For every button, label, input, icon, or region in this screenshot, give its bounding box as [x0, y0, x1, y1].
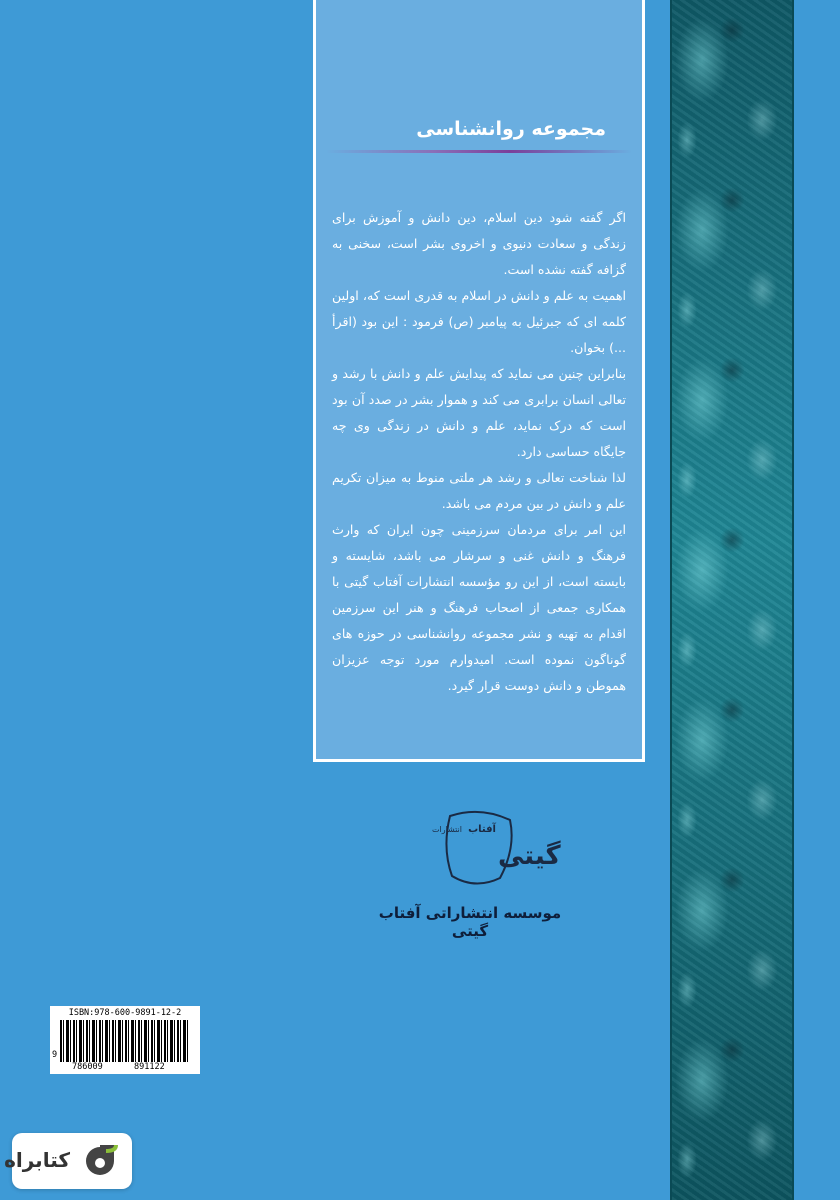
paisley-pattern-stripe — [670, 0, 794, 1200]
watermark-text: کتابراه — [4, 1148, 70, 1172]
publisher-logo — [431, 808, 561, 888]
barcode-bars — [60, 1020, 190, 1062]
logo-line2: گیتی — [498, 841, 561, 871]
ketabrah-watermark[interactable] — [4, 1133, 132, 1189]
isbn-barcode — [50, 1006, 200, 1074]
description-text — [332, 205, 626, 699]
barcode-lead-digit: 9 — [52, 1050, 58, 1060]
description-panel — [313, 0, 645, 762]
barcode-right-digits: 891122 — [134, 1062, 165, 1072]
publisher-name: موسسه انتشاراتی آفتاب گیتی — [378, 904, 562, 940]
isbn-label: ISBN:978-600-9891-12-2 — [68, 1008, 182, 1018]
paragraph-5: این امر برای مردمان سرزمینی چون ایران که وارث فرهنگ و دانش غنی و سرشار می باشد، شایسته و بایسته است، از این رو مؤسسه انتشارات آفتاب گیتی با همکاری جمعی از اصحاب فرهنگ و هنر این سرزمین اقدام به تهیه و نشر مجموعه روانشناسی در حوزه های گوناگون نموده است. امیدوارم مورد توجه عزیزان هموطن و دانش دوست قرار گیرد. — [332, 522, 626, 693]
logo-small-text: انتشارات — [431, 825, 462, 834]
paragraph-2: اهمیت به علم و دانش در اسلام به قدری است که، اولین کلمه ای که جبرئیل به پیامبر (ص) فرمود : این بود (اقرأ ...) بخوان. — [332, 288, 626, 355]
barcode-left-digits: 786009 — [72, 1062, 103, 1072]
ketabrah-logo-icon — [82, 1143, 118, 1179]
series-title: مجموعه روانشناسی — [416, 118, 606, 140]
title-divider — [326, 150, 632, 153]
paragraph-1: اگر گفته شود دین اسلام، دین دانش و آموزش برای زندگی و سعادت دنیوی و اخروی بشر است، سخنی به گزافه گفته نشده است. — [332, 210, 626, 277]
logo-line1: آفتاب — [468, 824, 496, 835]
paragraph-4: لذا شناخت تعالی و رشد هر ملتی منوط به میزان تکریم علم و دانش در بین مردم می باشد. — [332, 470, 626, 511]
paragraph-3: بنابراین چنین می نماید که پیدایش علم و دانش با رشد و تعالی انسان برابری می کند و هموار بشر در صدد آن بود است که درک نماید، علم و دانش در زندگی وی چه جایگاه حساسی دارد. — [332, 366, 626, 459]
